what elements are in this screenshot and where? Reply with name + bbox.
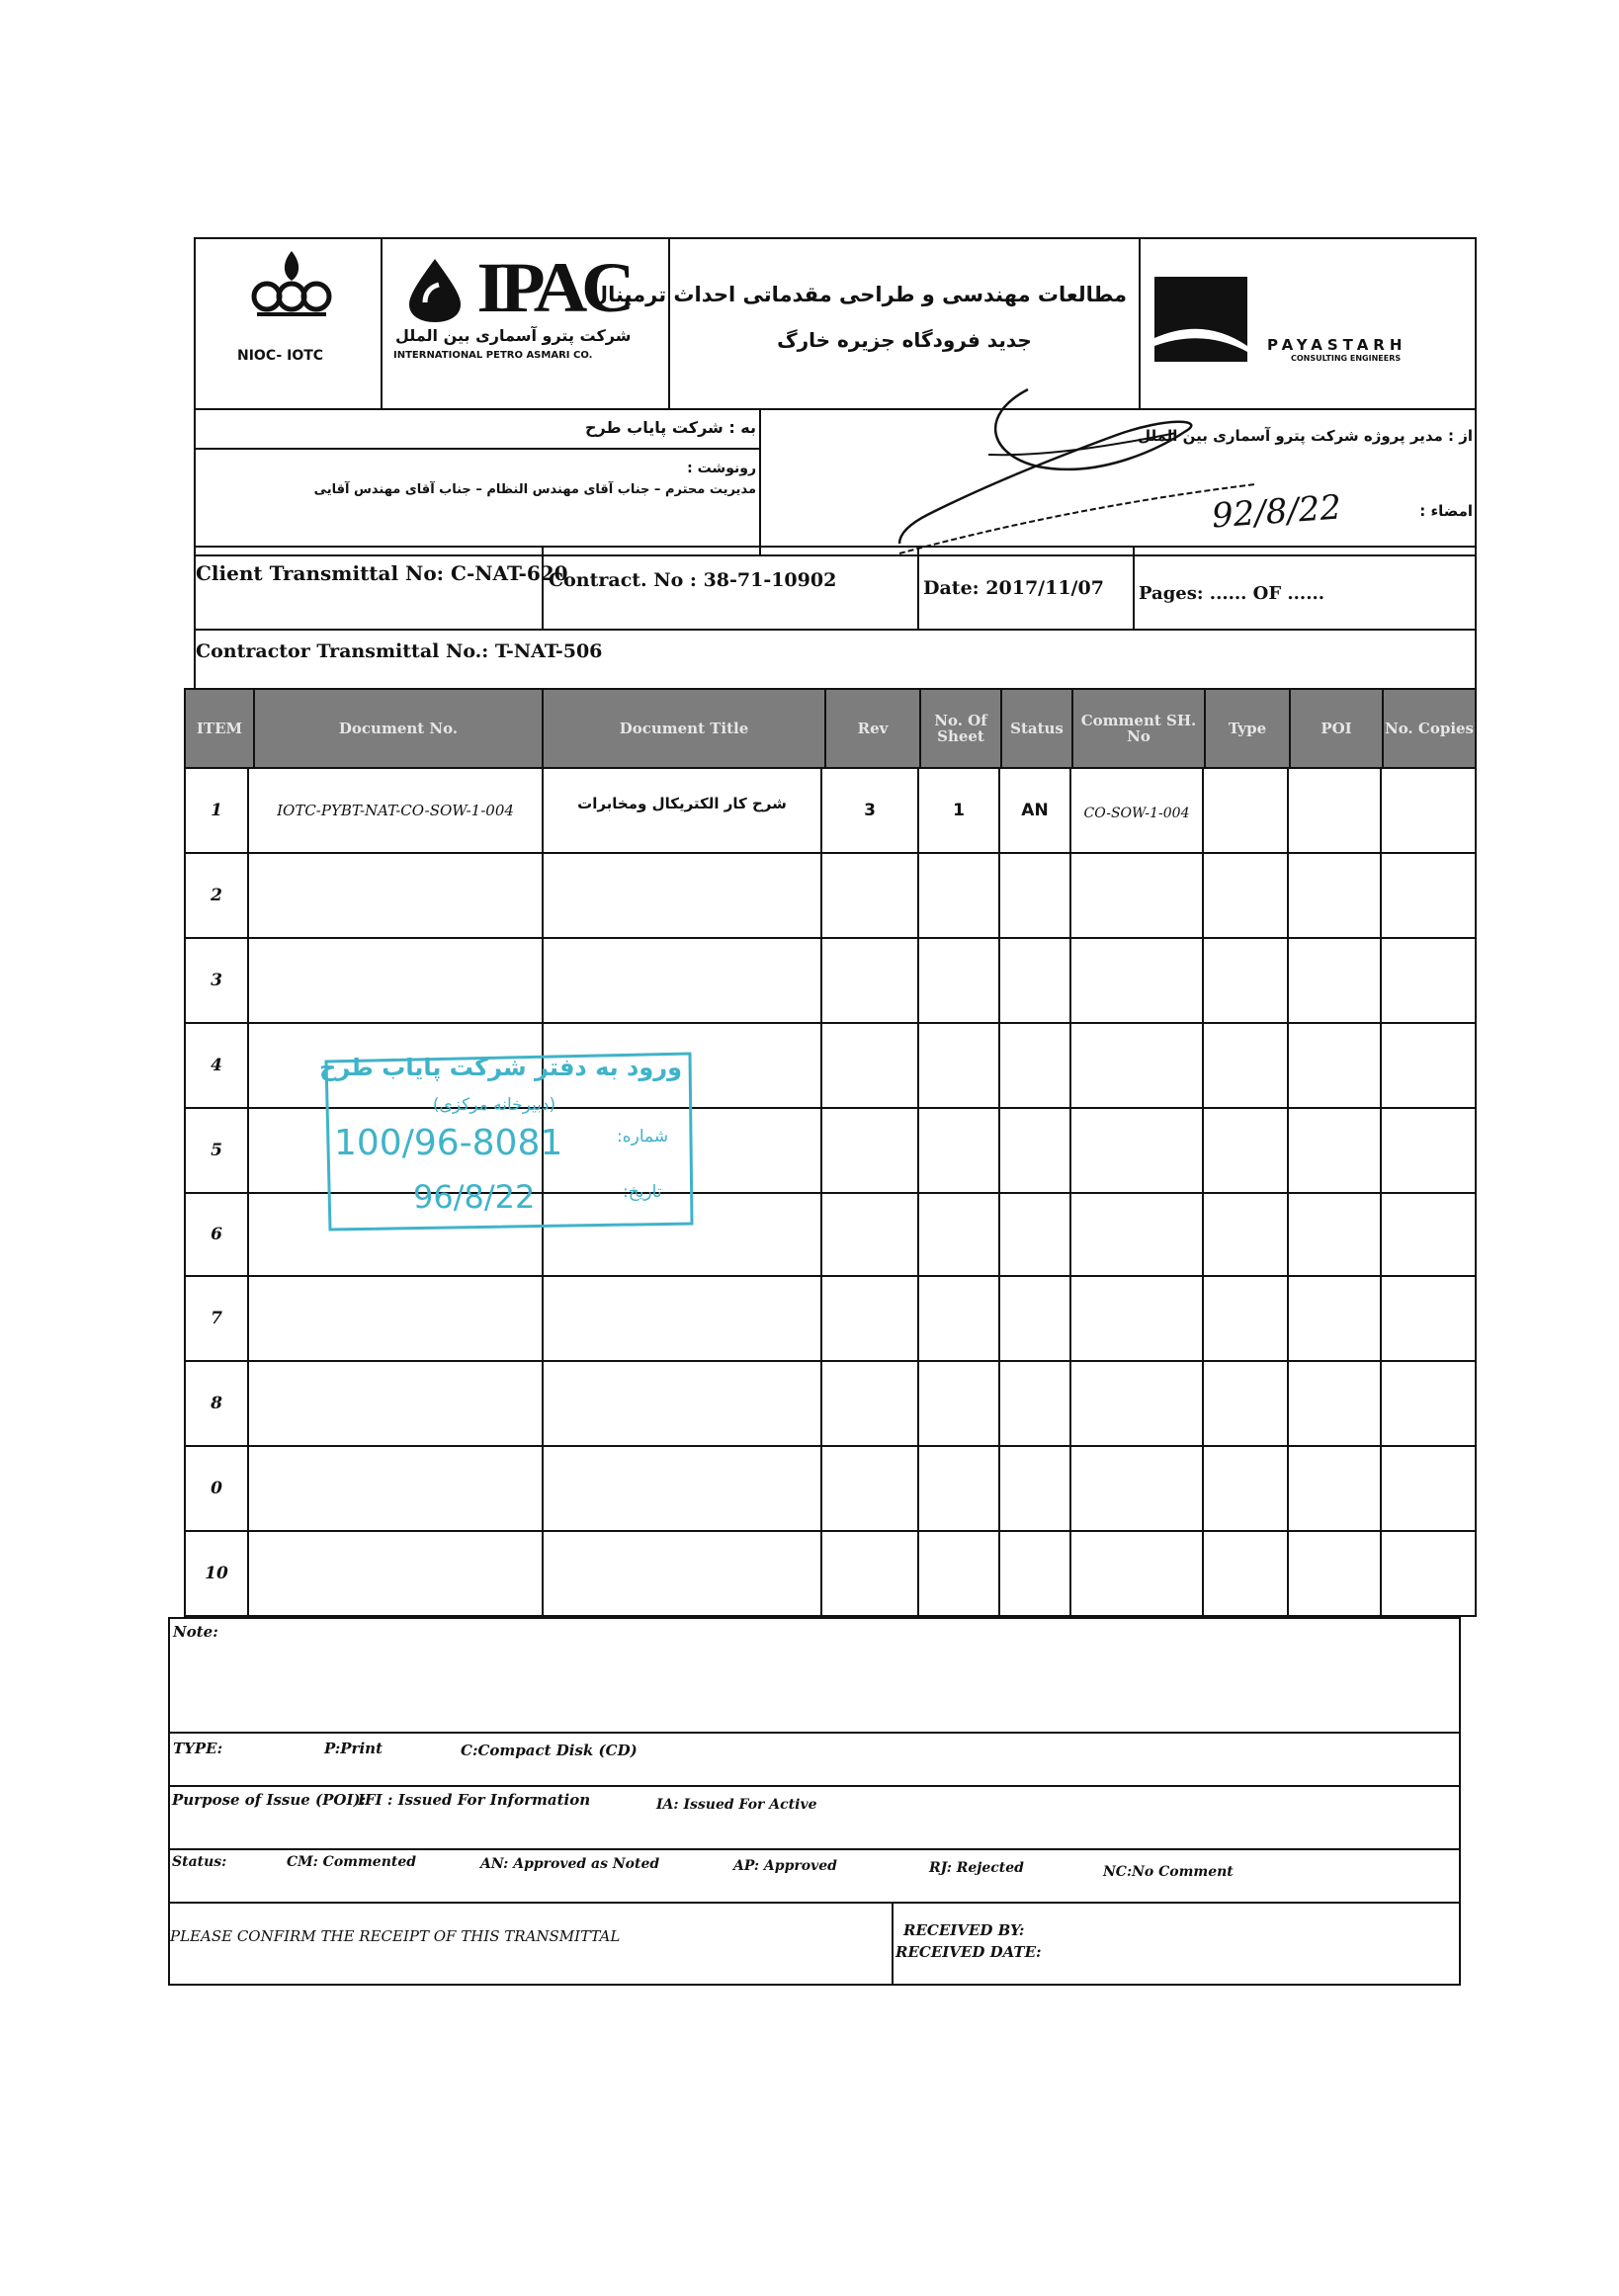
- contractor-transmittal-no: Contractor Transmittal No.: T-NAT-506: [196, 640, 603, 662]
- payastarh-name: PAYASTARH: [1267, 336, 1407, 354]
- from-sender: از : مدیر پروژه شرکت پترو آسماری بین الملل: [1138, 427, 1473, 445]
- table-row-1-status: AN: [1021, 801, 1049, 820]
- col-header-poi: POI: [1291, 690, 1384, 767]
- status-cm: CM: Commented: [287, 1854, 417, 1870]
- poi-label: Purpose of Issue (POI):: [172, 1791, 367, 1809]
- ipac-drop-icon: [395, 255, 474, 324]
- stamp-number-label: شماره:: [617, 1127, 669, 1147]
- col-header-doc-no: Document No.: [255, 690, 544, 767]
- status-an: AN: Approved as Noted: [480, 1856, 660, 1872]
- type-cd: C:Compact Disk (CD): [461, 1742, 638, 1759]
- status-nc: NC:No Comment: [1103, 1864, 1234, 1880]
- table-row-1-sheets: 1: [953, 801, 965, 820]
- type-label: TYPE:: [173, 1740, 223, 1757]
- signature-scribble: [870, 376, 1324, 563]
- poi-ia: IA: Issued For Active: [656, 1797, 817, 1813]
- table-row-item-2: 2: [211, 886, 222, 905]
- col-header-status: Status: [1002, 690, 1073, 767]
- col-header-item: ITEM: [186, 690, 255, 767]
- stamp-number-value: 100/96-8081: [334, 1123, 563, 1163]
- received-date-label: RECEIVED DATE:: [895, 1943, 1042, 1961]
- status-label: Status:: [172, 1854, 227, 1870]
- status-rj: RJ: Rejected: [929, 1860, 1024, 1876]
- col-header-doc-title: Document Title: [544, 690, 826, 767]
- signature-label: امضاء :: [1419, 502, 1473, 520]
- col-header-rev: Rev: [826, 690, 921, 767]
- ipac-logo-text: IPAC: [476, 248, 630, 327]
- cc-text: مدیریت محترم – جناب آقای مهندس النظام – جناب آقای مهندس آقایی: [313, 482, 756, 497]
- table-row-item-3: 3: [211, 971, 222, 990]
- stamp-date-label: تاریخ:: [623, 1182, 662, 1202]
- type-print: P:Print: [324, 1740, 383, 1757]
- col-header-sheets: No. Of Sheet: [921, 690, 1002, 767]
- payastarh-logo-icon: [1154, 277, 1247, 362]
- table-row-item-7: 7: [211, 1309, 222, 1328]
- transmittal-date: Date: 2017/11/07: [923, 577, 1104, 599]
- cc-label: رونوشت :: [687, 461, 756, 476]
- table-row-item-10: 10: [205, 1564, 228, 1583]
- table-row-1-comment: CO-SOW-1-004: [1083, 806, 1190, 821]
- table-row-1-doc-no: IOTC-PYBT-NAT-CO-SOW-1-004: [277, 802, 514, 819]
- nioc-logo-caption: NIOC- IOTC: [237, 348, 324, 364]
- client-transmittal-no: Client Transmittal No: C-NAT-620: [196, 561, 568, 585]
- ipac-subtitle-fa: شرکت پترو آسماری بین الملل: [395, 326, 632, 345]
- stamp-date-value: 96/8/22: [413, 1178, 536, 1216]
- payastarh-sub: CONSULTING ENGINEERS: [1291, 354, 1402, 363]
- confirm-receipt-text: PLEASE CONFIRM THE RECEIPT OF THIS TRANSMITTAL: [170, 1927, 621, 1945]
- stamp-line2: (دبیرخانه مرکزی): [432, 1095, 556, 1115]
- received-by-label: RECEIVED BY:: [903, 1921, 1025, 1939]
- table-row-item-4: 4: [211, 1056, 222, 1075]
- table-row-1-rev: 3: [864, 801, 876, 820]
- project-title-line2: جدید فرودگاه جزیره خارگ: [777, 328, 1032, 352]
- col-header-comment: Comment SH. No: [1073, 690, 1206, 767]
- stamp-line1: ورود به دفتر شرکت پایاب طرح: [319, 1054, 682, 1081]
- contract-no: Contract. No : 38-71-10902: [549, 569, 837, 591]
- table-row-item-6: 6: [211, 1225, 222, 1244]
- table-row-1-title: شرح کار الکتریکال ومخابرات: [577, 795, 787, 812]
- pages-count: Pages: ...... OF ......: [1139, 583, 1324, 604]
- project-title-line1: مطالعات مهندسی و طراحی مقدماتی احداث ترمینال: [589, 283, 1127, 306]
- table-row-item-1: 1: [211, 801, 222, 820]
- handwritten-date: 92/8/22: [1210, 487, 1343, 537]
- to-recipient: به : شرکت پایاب طرح: [585, 418, 756, 437]
- table-row-item-5: 5: [211, 1141, 222, 1160]
- col-header-copies: No. Copies: [1384, 690, 1475, 767]
- table-row-item-8: 8: [211, 1394, 222, 1413]
- col-header-type: Type: [1206, 690, 1291, 767]
- status-ap: AP: Approved: [733, 1858, 837, 1874]
- nioc-logo: [237, 245, 346, 324]
- table-row-item-9: 0: [211, 1479, 222, 1498]
- poi-ifi: IFI : Issued For Information: [358, 1791, 591, 1809]
- ipac-subtitle-en: INTERNATIONAL PETRO ASMARI CO.: [393, 350, 593, 361]
- note-label: Note:: [173, 1623, 218, 1641]
